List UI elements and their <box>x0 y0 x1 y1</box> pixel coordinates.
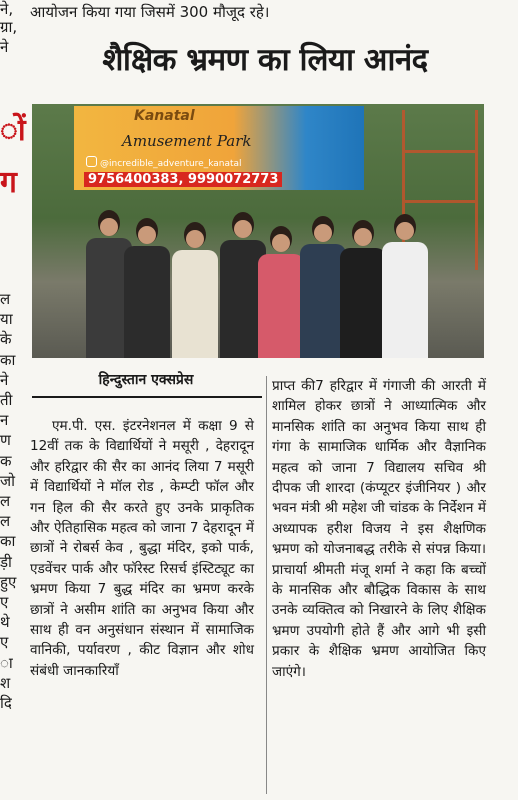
margin-fragment: ने <box>0 370 9 389</box>
margin-fragment: ड़ी <box>0 552 12 571</box>
margin-fragment: ने <box>0 38 9 56</box>
margin-fragment: ए <box>0 633 9 652</box>
margin-fragment: ण <box>0 431 11 450</box>
article-body-left: एम.पी. एस. इंटरनेशनल में कक्षा 9 से 12वीं तक के विद्यार्थियों ने मसूरी , देहरादून और हरिद्वार की सैर का आनंद लिया 7 मसूरी में विद्यार्थियों ने मॉल रोड , केम्प्टी फॉल और गन हिल की सैर करते हुए उनके प्राकृतिक और ऐतिहासिक महत्व को जाना 7 देहरादून में छात्रों ने रोबर्स केव , बुद्धा मंदिर, इको पार्क, एडवेंचर पार्क और फॉरेस्ट रिसर्च इंस्टिट्यूट का भ्रमण किया 7 बुद्ध मंदिर का भ्रमण करके छात्रों ने असीम शांति का अनुभव किया और साथ ही वन अनुसंधान संस्थान में सामाजिक वानिकी, पर्यावरण , कीट विज्ञान और शोध संबंधी जानकारियाँ <box>30 418 254 679</box>
margin-red-fragment: ों <box>0 113 26 148</box>
margin-fragment: ल <box>0 512 11 531</box>
margin-fragment: ल <box>0 492 11 510</box>
byline: हिन्दुस्तान एक्सप्रेस <box>98 372 194 388</box>
margin-fragment: का <box>0 350 16 369</box>
article-body-right: प्राप्त की7 हरिद्वार में गंगाजी की आरती में शामिल होकर छात्रों ने आध्यात्मिक और मानसिक शांति का अनुभव किया साथ ही गंगा के सामाजिक धार्मिक और वैज्ञानिक महत्व को जाना 7 विद्यालय सचिव श्री दीपक जी शारदा (कंप्यूटर इंजीनियर ) और भवन मंत्री श्री महेश जी चांडक के निर्देशन में अध्यापक हरीश विजय ने इस शैक्षणिक भ्रमण को योजनाबद्ध तरीके से संपन्न किया। प्राचार्या श्रीमती मंजू शर्मा ने कहा कि बच्चों के मानसिक और बौद्धिक विकास के साथ उनके व्यक्तित्व को निखारने के लिए शैक्षिक भ्रमण उपयोगी होते हैं और आगे भी इसी प्रकार के शैक्षिक भ्रमण आयोजित किए जाएंगे। <box>272 378 486 680</box>
person <box>124 218 170 358</box>
sign-instagram-handle: @incredible_adventure_kanatal <box>100 159 242 169</box>
person <box>382 214 428 358</box>
margin-fragment: का <box>0 532 16 551</box>
margin-fragment: ती <box>0 391 13 409</box>
margin-fragment: हुए <box>0 572 17 591</box>
margin-red-fragment: ग <box>0 165 17 200</box>
margin-fragment: न <box>0 411 9 430</box>
person <box>172 222 218 358</box>
margin-fragment: ल <box>0 290 11 308</box>
person <box>340 220 386 358</box>
margin-fragment: जो <box>0 471 16 490</box>
margin-fragment: ग्रा, <box>0 18 18 36</box>
margin-fragment: क <box>0 451 12 470</box>
margin-fragment: के <box>0 330 12 349</box>
margin-fragment: ए <box>0 593 9 611</box>
previous-article-last-line: आयोजन किया गया जिसमें 300 मौजूद रहे। <box>30 3 270 21</box>
margin-fragment: श <box>0 673 11 692</box>
person <box>258 226 304 358</box>
student-group <box>32 158 484 358</box>
margin-fragment: या <box>0 310 13 329</box>
sign-phone: 9756400383, 9990072773 <box>84 172 282 187</box>
margin-fragment: ने, <box>0 0 14 18</box>
byline-rule <box>32 396 262 398</box>
margin-fragment: थे <box>0 613 10 632</box>
column-divider <box>266 376 267 794</box>
group-photo <box>32 104 484 358</box>
margin-fragment: ा <box>0 653 13 672</box>
margin-fragment: दि <box>0 694 12 712</box>
sign-title: Kanatal <box>134 108 195 124</box>
headline: शैक्षिक भ्रमण का लिया आनंद <box>102 42 428 78</box>
sign-subtitle: Amusement Park <box>122 132 252 150</box>
